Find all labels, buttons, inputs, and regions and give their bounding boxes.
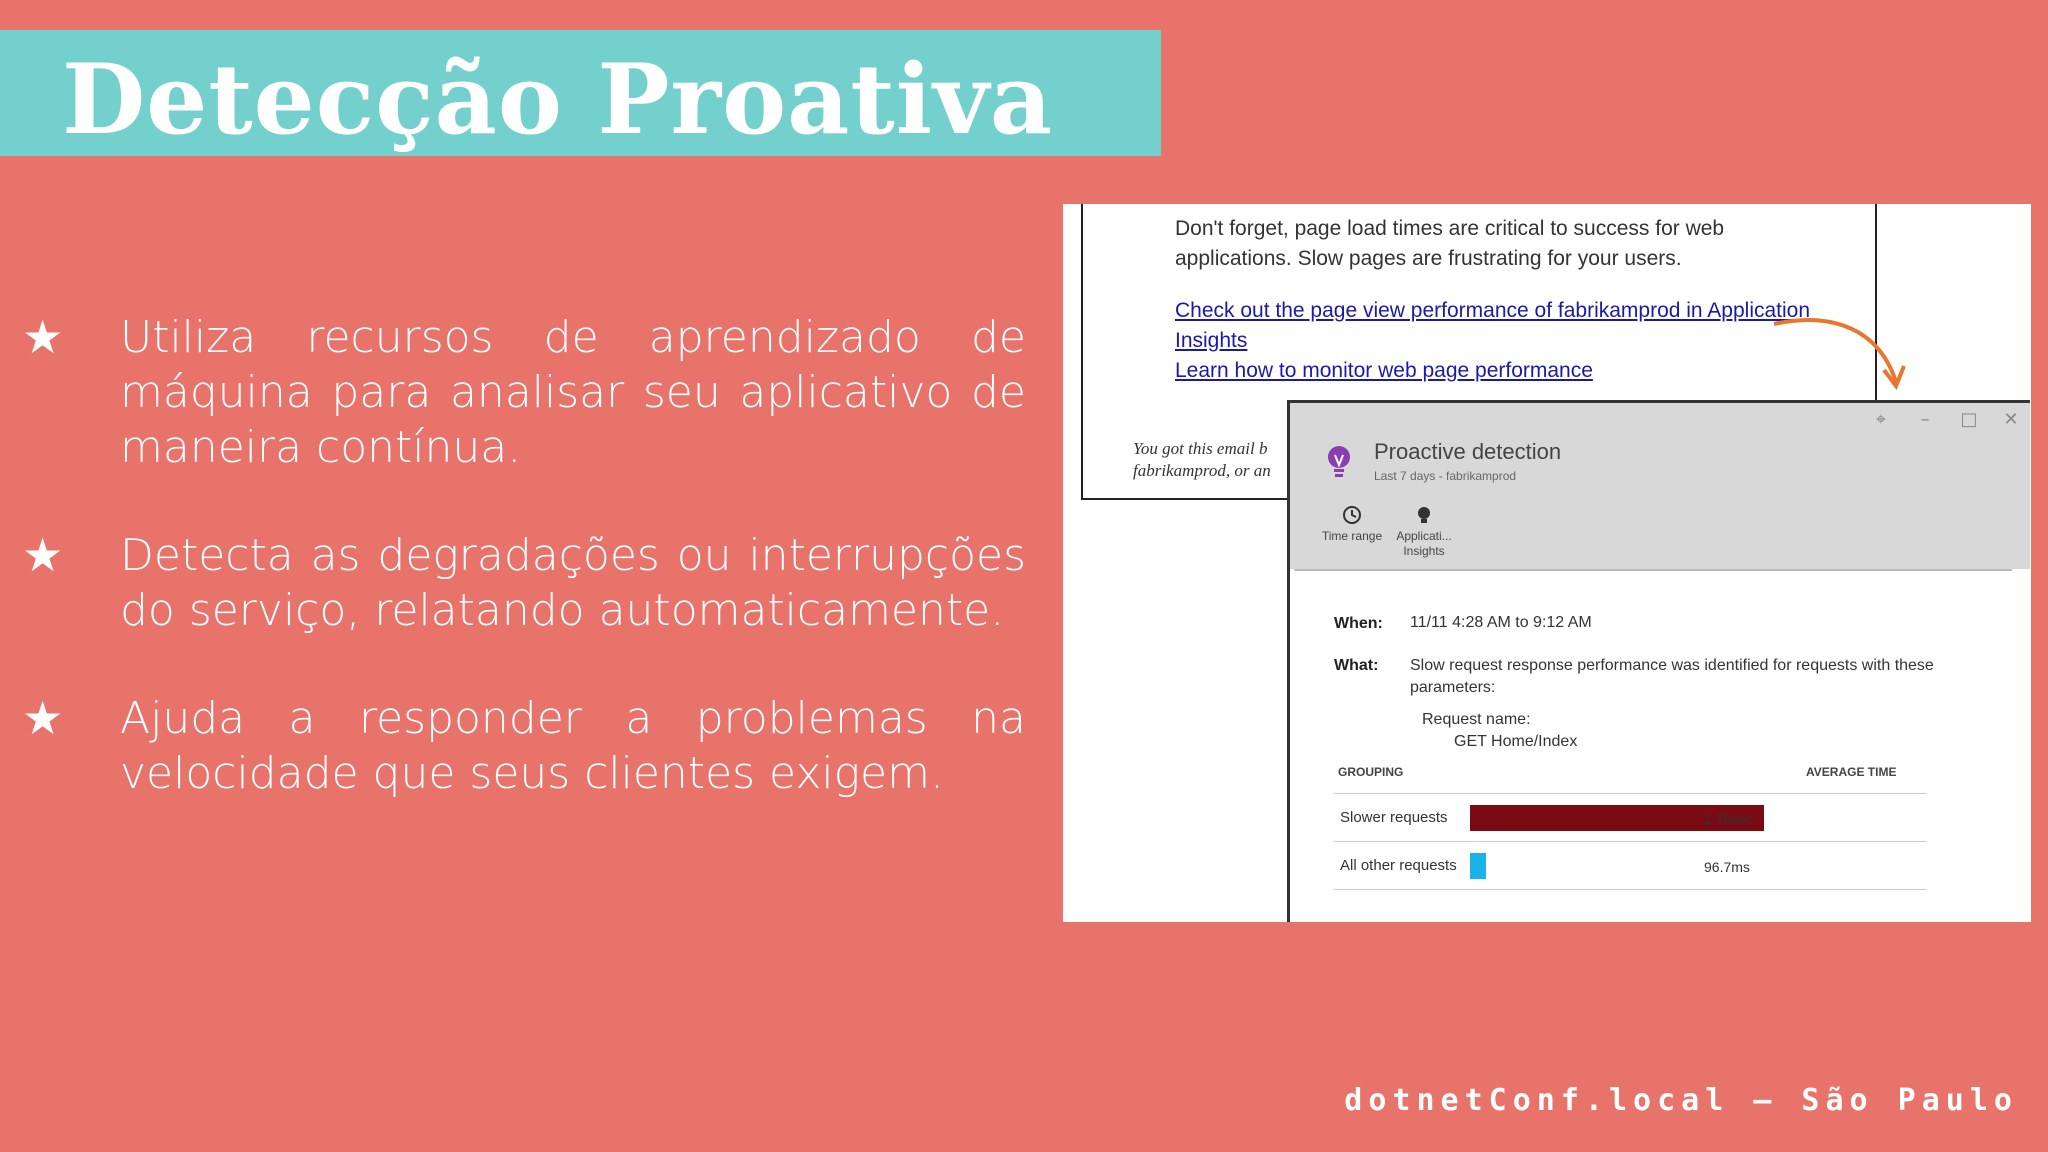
minimize-icon[interactable]: –	[1920, 409, 1930, 430]
maximize-icon[interactable]: □	[1960, 409, 1978, 430]
other-requests-bar	[1470, 853, 1486, 879]
star-icon: ★	[22, 310, 64, 364]
grid-row-label: Slower requests	[1340, 809, 1448, 826]
pin-icon[interactable]: ⌖	[1875, 409, 1887, 430]
star-icon: ★	[22, 528, 64, 582]
email-footer-line: fabrikamprod, or an	[1133, 461, 1271, 480]
tool-label: Applicati... Insights	[1396, 529, 1452, 558]
when-label: When:	[1334, 615, 1383, 632]
application-insights-button[interactable]	[1386, 505, 1462, 559]
grid-row-value: 96.7ms	[1704, 859, 1750, 875]
average-time-header: AVERAGE TIME	[1806, 765, 1897, 779]
title-banner	[0, 30, 1161, 156]
lightbulb-icon	[1326, 445, 1352, 481]
email-footer	[1133, 438, 1313, 482]
close-icon[interactable]: ✕	[2003, 409, 2019, 430]
clock-icon	[1342, 505, 1362, 525]
grid-divider	[1334, 841, 1926, 842]
grid-row-label: All other requests	[1340, 857, 1457, 874]
email-footer-line: You got this email b	[1133, 439, 1268, 458]
bullet-list	[22, 310, 1026, 854]
bullet-item	[22, 310, 1026, 475]
time-range-button[interactable]	[1314, 505, 1390, 544]
bullet-item	[22, 528, 1026, 638]
tool-label: Time range	[1321, 529, 1383, 543]
orange-arrow-icon	[1768, 304, 1908, 394]
what-label: What:	[1334, 657, 1379, 674]
bullet-text: Ajuda a responder a problemas na velocidade que seus clientes exigem.	[120, 693, 1026, 799]
page-view-link[interactable]: Check out the page view performance of fabrikamprod in Application Insights	[1175, 299, 1811, 352]
bullet-text: Utiliza recursos de aprendizado de máquina para analisar seu aplicativo de maneira contínua.	[120, 312, 1026, 473]
proactive-detection-panel	[1287, 400, 2030, 922]
what-value: Slow request response performance was identified for requests with these parameters:	[1410, 657, 1934, 696]
lightbulb-icon	[1414, 505, 1434, 525]
email-paragraph: Don't forget, page load times are critical to success for web applications. Slow pages are frustrating for your users.	[1175, 217, 1725, 270]
grouping-header: GROUPING	[1338, 765, 1404, 779]
panel-subtitle: Last 7 days - fabrikamprod	[1374, 469, 1517, 483]
monitor-link[interactable]: Learn how to monitor web page performance	[1175, 359, 1593, 382]
star-icon: ★	[22, 691, 64, 745]
bullet-item	[22, 691, 1026, 801]
when-value: 11/11 4:28 AM to 9:12 AM	[1410, 614, 1592, 631]
panel-title: Proactive detection	[1374, 439, 1562, 464]
grid-divider	[1334, 793, 1926, 794]
grid-row-value: 1.78sec	[1704, 811, 1754, 827]
panel-body	[1294, 569, 2012, 922]
embedded-screenshot	[1063, 204, 2031, 922]
request-name-value: GET Home/Index	[1454, 733, 1578, 750]
bullet-text: Detecta as degradações ou interrupções do serviço, relatando automaticamente.	[120, 530, 1026, 636]
slide-title: Detecção Proativa	[62, 43, 1054, 156]
footer-branding: dotnetConf.local – São Paulo	[1344, 1083, 2018, 1118]
grid-divider	[1334, 889, 1926, 890]
request-name-label: Request name:	[1422, 711, 1531, 728]
panel-header	[1290, 403, 2030, 569]
